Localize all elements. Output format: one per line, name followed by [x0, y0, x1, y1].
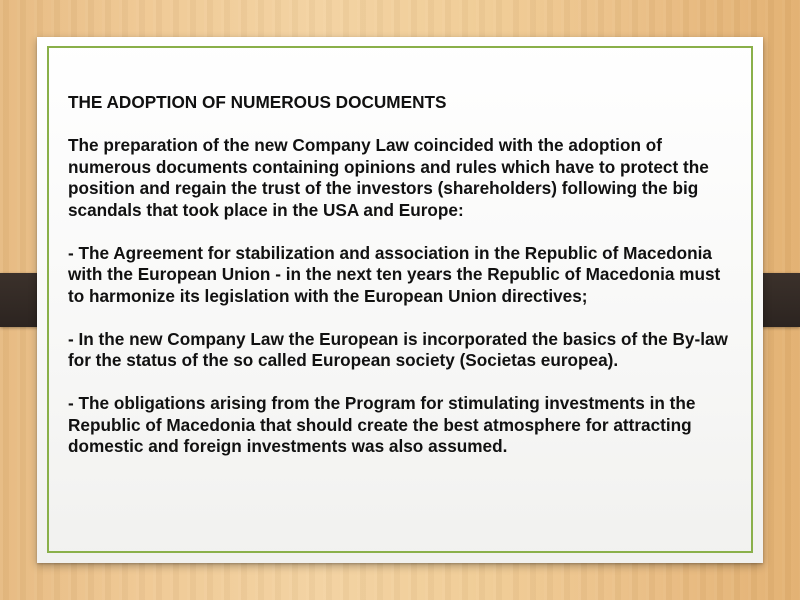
slide-card: [37, 37, 763, 563]
intro-paragraph: The preparation of the new Company Law coincided with the adoption of numerous documents containing opinions and rules which have to protect the position and regain the trust of the investors (shareholders) following the big scandals that took place in the USA and Europe:: [68, 135, 709, 220]
company-law-paragraph: - In the new Company Law the European is incorporated the basics of the By-law for the status of the so called European society (Societas europea).: [68, 328, 728, 370]
agreement-paragraph: - The Agreement for stabilization and association in the Republic of Macedonia with the European Union - in the next ten years the Republic of Macedonia must to harmonize its legislation with the European Union directives;: [68, 242, 721, 306]
slide-content: [68, 92, 738, 479]
slide-title: THE ADOPTION OF NUMEROUS DOCUMENTS: [68, 92, 447, 112]
obligations-paragraph: - The obligations arising from the Program for stimulating investments in the Republic of Macedonia that should create the best atmosphere for attracting domestic and foreign investments was also assumed.: [68, 393, 696, 456]
